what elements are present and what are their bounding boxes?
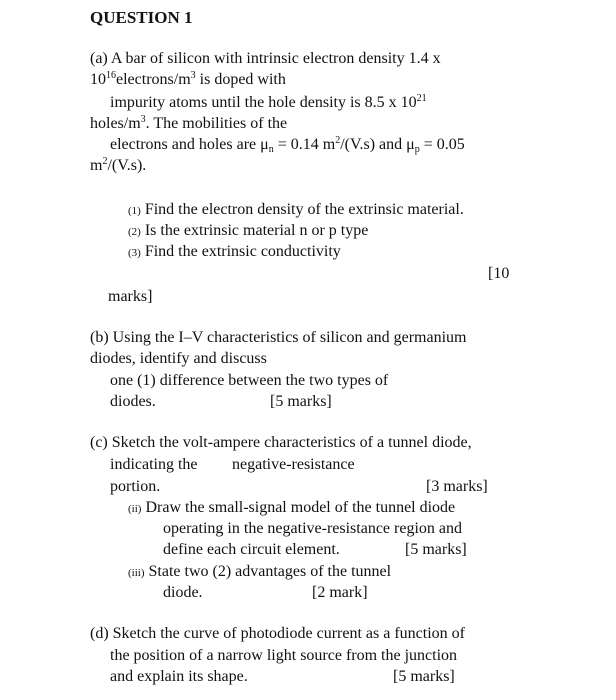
item-number: (1): [128, 205, 141, 217]
part-a-marks-close: marks]: [108, 288, 153, 305]
part-d-line-1: (d) Sketch the curve of photodiode current as a function of: [90, 625, 465, 642]
part-c-line-2b: negative-resistance: [232, 456, 355, 473]
subscript-n: n: [268, 144, 274, 155]
part-b-line-4: diodes.: [110, 393, 156, 410]
part-a-line-5: [110, 135, 465, 155]
item-number: (ii): [128, 503, 142, 515]
line-tail: . The mobilities of the: [145, 115, 288, 132]
line-text: /(V.s) and μ: [340, 136, 415, 153]
part-c-marks-1: [3 marks]: [426, 478, 488, 495]
part-c-ii-line-3: define each circuit element.: [163, 541, 340, 558]
part-a-item-1: [128, 200, 464, 221]
part-a-marks-open: [10: [488, 265, 510, 282]
part-c-ii-line-2: operating in the negative-resistance region and: [163, 520, 462, 537]
power-exponent: 16: [106, 70, 116, 81]
part-a-line-6: [90, 156, 146, 176]
power-exponent: 21: [416, 93, 427, 104]
part-a-line-2: [90, 70, 286, 90]
item-text: Find the extrinsic conductivity: [144, 243, 341, 260]
line-tail: is doped with: [195, 71, 286, 88]
unit-exponent: 2: [335, 135, 341, 146]
part-b-line-1: (b) Using the I–V characteristics of silicon and germanium: [90, 329, 467, 346]
part-d-line-3: and explain its shape.: [110, 668, 248, 685]
part-b-line-3: one (1) difference between the two types of: [110, 372, 389, 389]
part-a-item-3: [128, 242, 341, 263]
line-text: impurity atoms until the hole density is 8.5 x 10: [110, 94, 417, 111]
unit-exponent: 3: [190, 70, 196, 81]
part-c-iii-marks: [2 mark]: [312, 584, 368, 601]
part-d-line-2: the position of a narrow light source from the junction: [110, 647, 458, 664]
part-c-line-3: portion.: [110, 478, 161, 495]
item-number: (iii): [128, 567, 145, 579]
part-a-line-4: [90, 114, 287, 134]
unit-exponent: 3: [140, 114, 146, 125]
line-tail: = 0.05: [419, 136, 465, 153]
power-base: 10: [90, 71, 106, 88]
part-a-line-3: [110, 93, 427, 113]
part-d-marks: [5 marks]: [393, 668, 455, 685]
part-c-ii-marks: [5 marks]: [405, 541, 467, 558]
item-text: Is the extrinsic material n or p type: [144, 222, 369, 239]
part-a-item-2: [128, 221, 368, 242]
item-number: (2): [128, 226, 141, 238]
subscript-p: p: [414, 144, 420, 155]
line-text: m: [90, 157, 103, 174]
question-title: QUESTION 1: [90, 8, 193, 27]
part-c-line-2a: indicating the: [110, 456, 198, 473]
part-c-iii-line-2: diode.: [163, 584, 203, 601]
part-b-line-2: diodes, identify and discuss: [90, 350, 267, 367]
item-text: Draw the small-signal model of the tunnel diode: [145, 499, 456, 516]
part-c-line-1: (c) Sketch the volt-ampere characteristics of a tunnel diode,: [90, 434, 472, 451]
unit-exponent: 2: [102, 156, 108, 167]
item-text: State two (2) advantages of the tunnel: [148, 563, 392, 580]
part-b-marks: [5 marks]: [270, 393, 332, 410]
line-text: = 0.14 m: [273, 136, 336, 153]
item-number: (3): [128, 247, 141, 259]
part-c-iii-line-1: [128, 562, 391, 583]
unit-text: electrons/m: [116, 71, 191, 88]
part-a-line-1: (a) A bar of silicon with intrinsic electron density 1.4 x: [90, 50, 441, 67]
line-text: electrons and holes are μ: [110, 136, 269, 153]
item-text: Find the electron density of the extrinsic material.: [144, 201, 464, 218]
line-tail: /(V.s).: [107, 157, 147, 174]
part-c-ii-line-1: [128, 498, 455, 519]
line-text: holes/m: [90, 115, 141, 132]
